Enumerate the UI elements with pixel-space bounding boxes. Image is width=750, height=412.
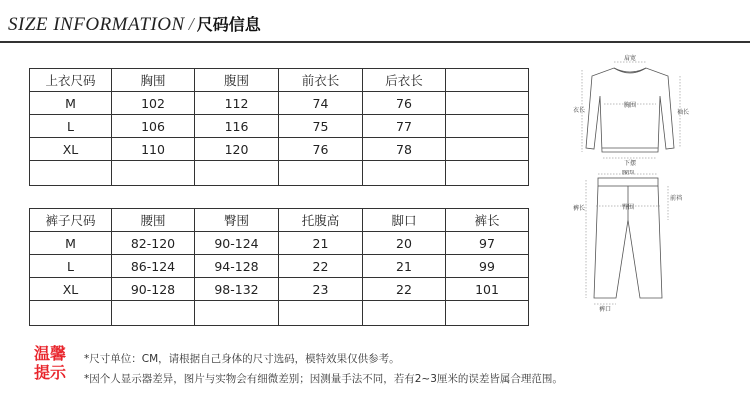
table-cell: 90-124 — [195, 232, 279, 255]
table-cell: 78 — [363, 138, 446, 161]
table-header-cell: 腹围 — [195, 69, 279, 92]
table-cell: 21 — [363, 255, 446, 278]
hem-label: 下摆 — [623, 160, 637, 167]
table-cell — [112, 301, 195, 326]
table-cell: 20 — [363, 232, 446, 255]
table-cell: 116 — [195, 115, 279, 138]
table-cell: 120 — [195, 138, 279, 161]
table-cell: 22 — [279, 255, 363, 278]
table-cell: 86-124 — [112, 255, 195, 278]
table-header-cell: 裤子尺码 — [30, 209, 112, 232]
table-cell — [195, 301, 279, 326]
table-row — [30, 115, 529, 138]
table-header-cell: 裤长 — [446, 209, 529, 232]
table-row — [30, 255, 529, 278]
table-cell — [446, 161, 529, 186]
table-cell — [112, 161, 195, 186]
sleeve-label: 袖长 — [676, 109, 690, 116]
shirt-diagram — [570, 54, 690, 168]
table-header-cell: 前衣长 — [279, 69, 363, 92]
length-label: 衣长 — [572, 107, 586, 114]
header-rule — [0, 41, 750, 43]
table-header-row — [30, 209, 529, 232]
title-english: SIZE INFORMATION — [8, 14, 185, 35]
table-cell: 98-132 — [195, 278, 279, 301]
tip-line-2: *因个人显示器差异，图片与实物会有细微差别；因测量手法不同，若有2~3厘米的误差皆属合理范围。 — [84, 373, 563, 385]
table-row — [30, 92, 529, 115]
table-cell: 110 — [112, 138, 195, 161]
table-cell — [279, 161, 363, 186]
table-cell: 90-128 — [112, 278, 195, 301]
title-separator: / — [188, 14, 194, 34]
table-cell — [446, 301, 529, 326]
pants-size-table — [29, 208, 529, 326]
waist-label: 腰围 — [621, 170, 635, 176]
table-row — [30, 232, 529, 255]
table-cell: L — [30, 115, 112, 138]
table-cell: 75 — [279, 115, 363, 138]
table-cell — [279, 301, 363, 326]
table-cell: 99 — [446, 255, 529, 278]
table-header-cell — [446, 69, 529, 92]
table-cell: 94-128 — [195, 255, 279, 278]
table-cell: 22 — [363, 278, 446, 301]
table-header-cell: 托腹高 — [279, 209, 363, 232]
front-rise-label: 前裆 — [669, 195, 683, 202]
leg-opening-label: 裤口 — [598, 306, 612, 312]
pants-length-label: 裤长 — [572, 205, 586, 212]
table-cell: 82-120 — [112, 232, 195, 255]
table-header-cell: 腰围 — [112, 209, 195, 232]
table-cell: 77 — [363, 115, 446, 138]
table-cell: 102 — [112, 92, 195, 115]
table-cell: XL — [30, 138, 112, 161]
title-chinese: 尺码信息 — [196, 15, 261, 34]
shirt-outline — [586, 68, 674, 152]
chest-label: 胸围 — [623, 102, 637, 109]
table-cell: L — [30, 255, 112, 278]
shoulder-label: 肩宽 — [623, 55, 637, 62]
table-row — [30, 278, 529, 301]
table-header-cell: 上衣尺码 — [30, 69, 112, 92]
table-cell: 101 — [446, 278, 529, 301]
section-header — [8, 12, 261, 38]
table-cell: 23 — [279, 278, 363, 301]
table-cell — [446, 138, 529, 161]
table-cell: 21 — [279, 232, 363, 255]
table-cell: 97 — [446, 232, 529, 255]
table-cell: 112 — [195, 92, 279, 115]
pants-diagram — [570, 170, 690, 312]
table-header-cell: 脚口 — [363, 209, 446, 232]
table-cell — [30, 161, 112, 186]
table-cell: XL — [30, 278, 112, 301]
table-cell: 106 — [112, 115, 195, 138]
table-header-cell: 后衣长 — [363, 69, 446, 92]
waistband — [598, 178, 658, 186]
tip-line-1: *尺寸单位：CM，请根据自己身体的尺寸选码，模特效果仅供参考。 — [84, 353, 400, 365]
table-cell — [363, 301, 446, 326]
table-cell: M — [30, 92, 112, 115]
table-cell: 76 — [363, 92, 446, 115]
tip-badge — [34, 344, 74, 382]
table-cell — [446, 115, 529, 138]
table-row — [30, 161, 529, 186]
table-cell: 76 — [279, 138, 363, 161]
table-cell — [363, 161, 446, 186]
table-cell — [195, 161, 279, 186]
table-header-cell: 臀围 — [195, 209, 279, 232]
table-cell: M — [30, 232, 112, 255]
top-size-table — [29, 68, 529, 186]
tip-badge-line1: 温馨 — [34, 344, 67, 363]
table-cell: 74 — [279, 92, 363, 115]
table-row — [30, 301, 529, 326]
hip-label: 臀围 — [621, 204, 635, 211]
table-cell — [446, 92, 529, 115]
table-header-cell: 胸围 — [112, 69, 195, 92]
table-header-row — [30, 69, 529, 92]
table-row — [30, 138, 529, 161]
table-cell — [30, 301, 112, 326]
tip-badge-line2: 提示 — [34, 363, 67, 382]
